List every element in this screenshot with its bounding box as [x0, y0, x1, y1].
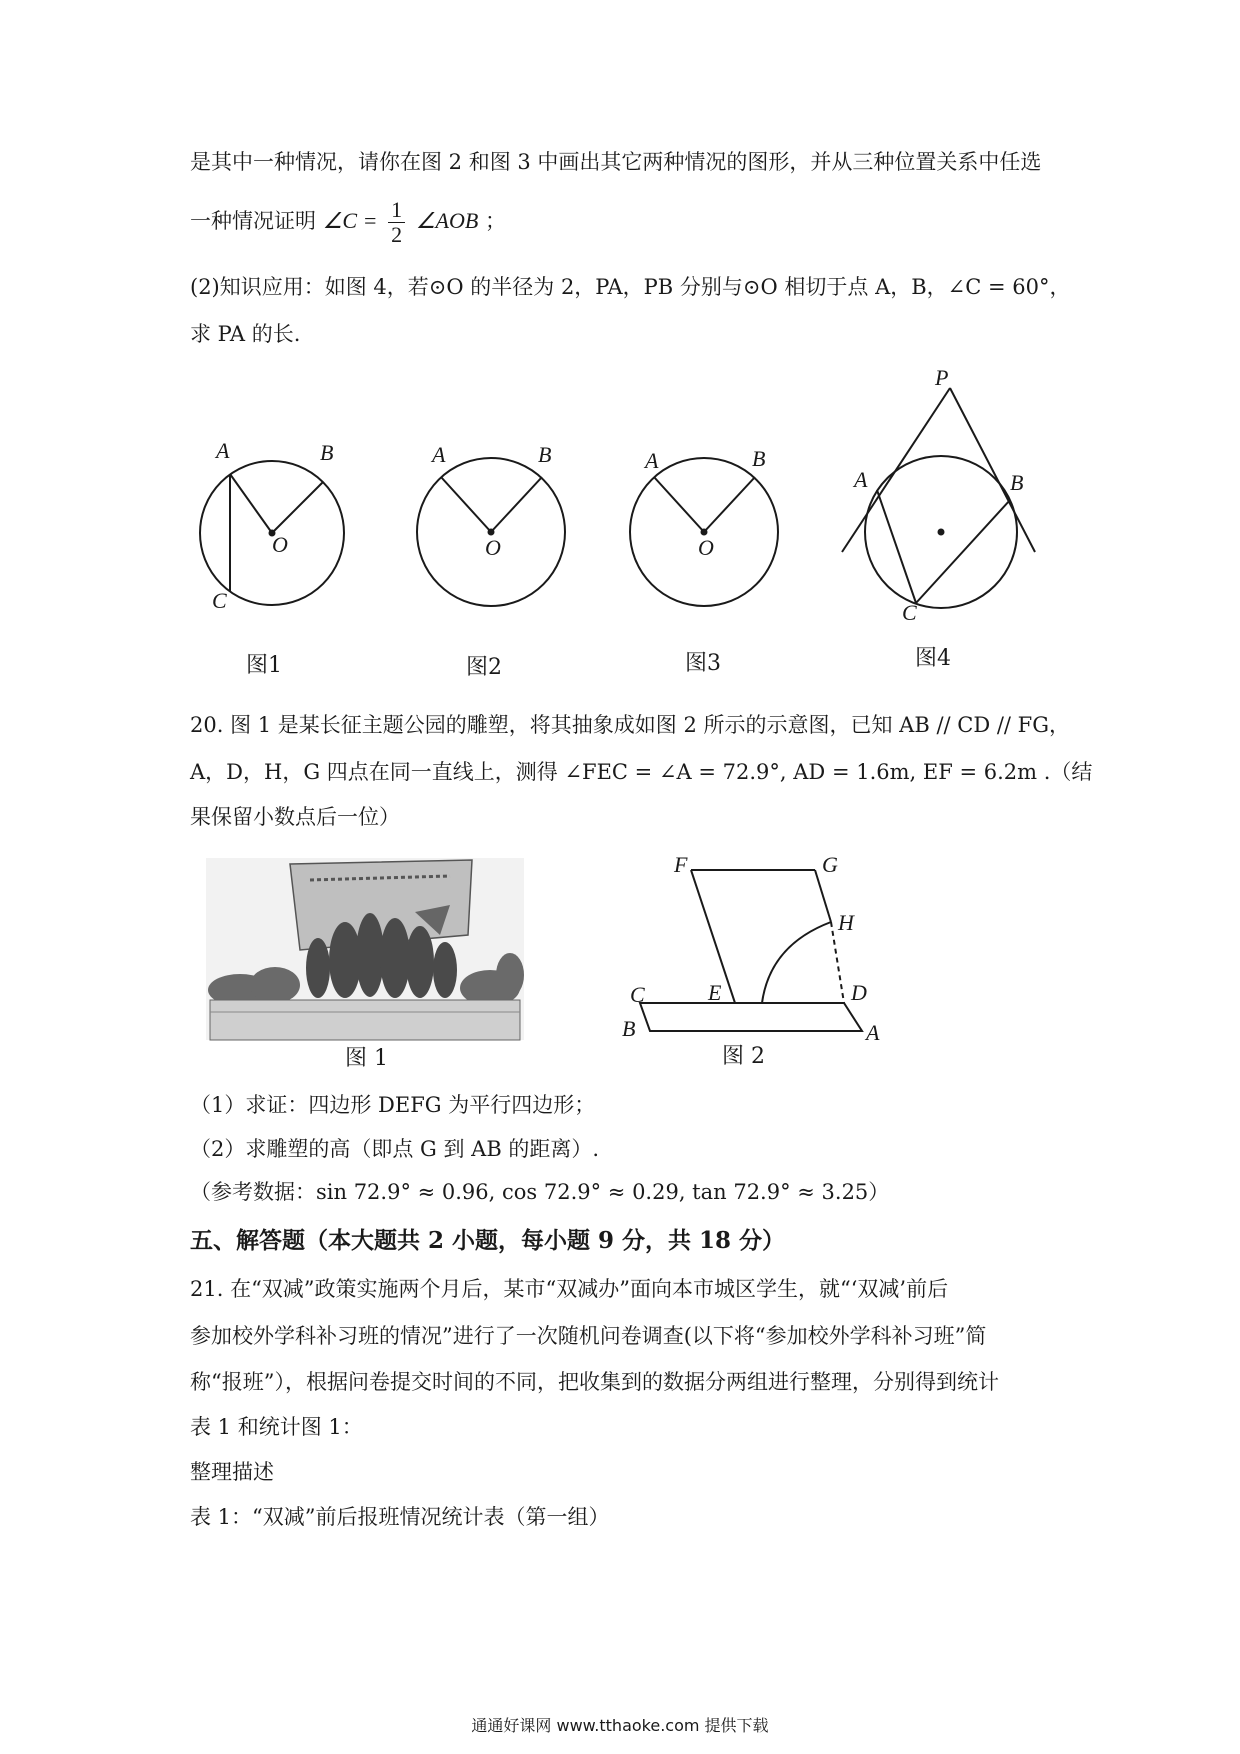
label-a: A — [866, 1020, 880, 1045]
q20-line-1: 20. 图 1 是某长征主题公园的雕塑，将其抽象成如图 2 所示的示意图，已知 AB // CD // FG， — [190, 713, 1071, 737]
q21-line-5: 整理描述 — [190, 1460, 274, 1484]
fig3-label-b: B — [752, 446, 766, 471]
fig4-label-p: P — [935, 365, 949, 390]
q19-part2-line-2: 求 PA 的长. — [190, 322, 301, 346]
q21-line-2: 参加校外学科补习班的情况”进行了一次随机问卷调查(以下将“参加校外学科补习班”简 — [190, 1324, 987, 1348]
fig4-label-c: C — [902, 600, 917, 625]
fig3-label-o: O — [698, 535, 714, 560]
fig1-label-o: O — [272, 532, 288, 557]
q21-line-1: 21. 在“双减”政策实施两个月后，某市“双减办”面向本市城区学生，就“‘双减’前后 — [190, 1277, 949, 1301]
fig2-label-a: A — [432, 442, 446, 467]
q20-sub-1: （1）求证：四边形 DEFG 为平行四边形； — [190, 1093, 596, 1117]
fig1-label-b: B — [320, 440, 334, 465]
label-b: B — [622, 1016, 636, 1041]
fraction-denominator: 2 — [391, 222, 403, 248]
q19-line-2-text: 一种情况证明 — [190, 209, 316, 234]
fig3-segment-ao — [654, 477, 704, 532]
label-h: H — [838, 910, 854, 935]
q19-part2-line-1: (2)知识应用：如图 4，若⊙O 的半径为 2，PA，PB 分别与⊙O 相切于点 A，B，∠C = 60°， — [190, 275, 1071, 299]
fig4-segment-ac — [877, 490, 916, 603]
fig2-segment-ob — [491, 477, 542, 532]
q21-line-3: 称“报班”），根据问卷提交时间的不同，把收集到的数据分两组进行整理，分别得到统计 — [190, 1370, 999, 1394]
q20-line-3: 果保留小数点后一位） — [190, 805, 400, 829]
q19-line-1: 是其中一种情况，请你在图 2 和图 3 中画出其它两种情况的图形，并从三种位置关系中任选 — [190, 150, 1042, 174]
q19-figures — [0, 0, 1240, 700]
segment-gh — [815, 870, 831, 922]
fraction-numerator: 1 — [388, 198, 405, 223]
label-d: D — [851, 980, 867, 1005]
q20-figures — [0, 840, 1240, 1080]
fig3-caption: 图3 — [685, 651, 721, 676]
fig4-label-b: B — [1010, 470, 1024, 495]
sculpture-photo — [206, 858, 524, 1040]
fig4-label-a: A — [854, 467, 868, 492]
angle-c-expr: ∠C = — [322, 208, 378, 234]
label-e: E — [708, 980, 722, 1005]
fig1-label-c: C — [212, 588, 227, 613]
fig4-segment-cb — [916, 500, 1010, 603]
label-f: F — [674, 852, 688, 877]
q20-reference-data: （参考数据：sin 72.9° ≈ 0.96, cos 72.9° ≈ 0.29, tan 72.9° ≈ 3.25） — [190, 1180, 890, 1204]
label-c: C — [630, 982, 645, 1007]
fig2-segment-ao — [441, 477, 491, 532]
fig3-label-a: A — [645, 448, 659, 473]
fig2-caption: 图2 — [466, 655, 502, 680]
fig1-segment-ao — [230, 474, 272, 533]
fig1-label-a: A — [216, 438, 230, 463]
arc-to-h — [762, 922, 831, 1003]
section-5-heading: 五、解答题（本大题共 2 小题，每小题 9 分，共 18 分） — [190, 1227, 786, 1254]
base-trapezoid-abcd — [640, 1003, 862, 1031]
page-footer: 通通好课网 www.tthaoke.com 提供下载 — [471, 1716, 769, 1735]
angle-aob-expr: ∠AOB — [415, 208, 479, 234]
q20-fig1-caption: 图 1 — [345, 1046, 388, 1071]
fig3-segment-ob — [704, 477, 755, 532]
fig4-caption: 图4 — [915, 646, 951, 671]
fig4-center-dot — [938, 529, 945, 536]
fig2-label-o: O — [485, 535, 501, 560]
fig1-segment-ob — [272, 482, 323, 533]
label-g: G — [822, 852, 838, 877]
q19-line-2-end: ； — [485, 209, 506, 234]
fig2-label-b: B — [538, 442, 552, 467]
q20-line-2: A，D，H，G 四点在同一直线上，测得 ∠FEC = ∠A = 72.9°, AD = 1.6m, EF = 6.2m .（结 — [190, 760, 1093, 784]
q20-sub-2: （2）求雕塑的高（即点 G 到 AB 的距离）. — [190, 1137, 600, 1161]
fig1-caption: 图1 — [246, 653, 282, 678]
q21-line-4: 表 1 和统计图 1： — [190, 1415, 363, 1439]
q20-fig2-caption: 图 2 — [722, 1044, 765, 1069]
q21-table-caption: 表 1：“双减”前后报班情况统计表（第一组） — [190, 1505, 610, 1529]
